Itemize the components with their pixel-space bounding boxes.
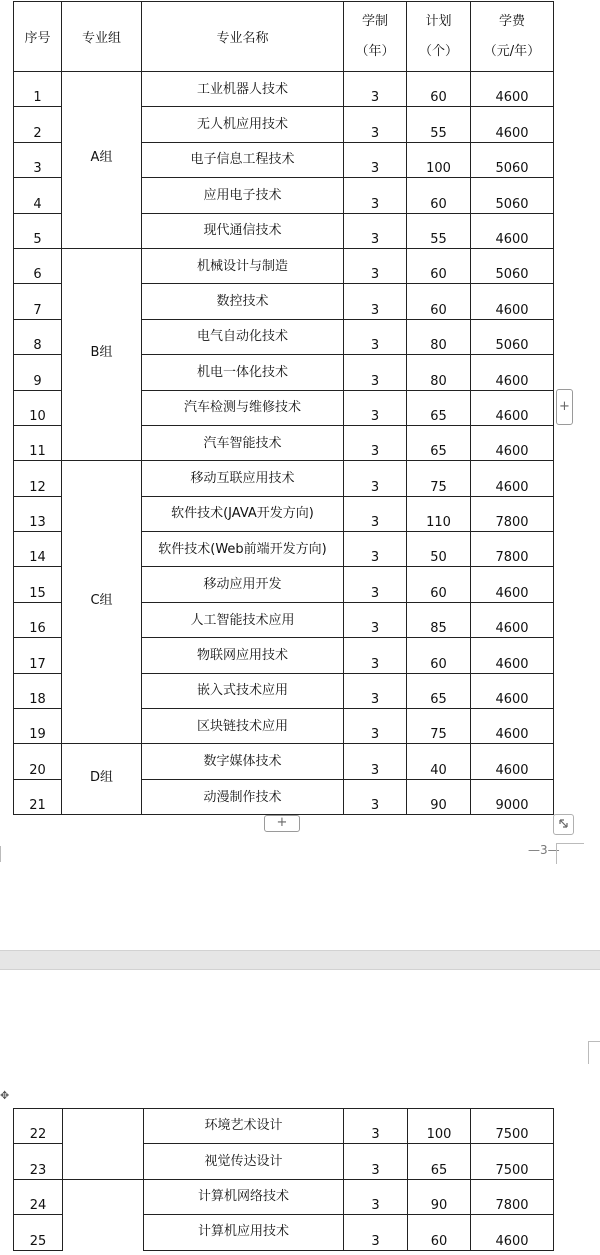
header-major: 专业名称 <box>142 2 344 72</box>
major-name-cell: 机电一体化技术 <box>142 355 344 390</box>
duration-cell: 3 <box>344 142 407 177</box>
page-corner-mark <box>556 843 584 864</box>
fee-cell: 7800 <box>471 496 554 531</box>
duration-cell: 3 <box>344 213 407 248</box>
plan-cell: 75 <box>407 461 471 496</box>
seq-cell: 2 <box>14 107 62 142</box>
seq-cell: 16 <box>14 602 62 637</box>
plan-cell: 110 <box>407 496 471 531</box>
group-cell <box>63 1109 144 1180</box>
header-plan-unit: （个） <box>418 43 458 59</box>
duration-cell: 3 <box>344 355 407 390</box>
fee-cell: 5060 <box>471 178 554 213</box>
fee-cell: 5060 <box>471 319 554 354</box>
plan-cell: 60 <box>408 1215 471 1250</box>
header-duration-label: 学制 <box>361 13 388 29</box>
table-row <box>14 248 554 283</box>
plan-cell: 60 <box>407 638 471 673</box>
table-row <box>14 461 554 496</box>
seq-cell: 24 <box>14 1179 63 1214</box>
major-name-cell: 移动应用开发 <box>142 567 344 602</box>
fee-cell: 4600 <box>471 744 554 779</box>
duration-cell: 3 <box>344 425 407 460</box>
fee-cell: 7500 <box>471 1144 554 1179</box>
seq-cell: 17 <box>14 638 62 673</box>
fee-cell: 4600 <box>471 72 554 107</box>
fee-cell: 5060 <box>471 248 554 283</box>
seq-cell: 9 <box>14 355 62 390</box>
add-column-button[interactable]: + <box>556 389 573 425</box>
plan-cell: 60 <box>407 178 471 213</box>
major-name-cell: 电气自动化技术 <box>142 319 344 354</box>
fee-cell: 4600 <box>471 1215 554 1250</box>
fee-cell: 4600 <box>471 355 554 390</box>
plan-cell: 55 <box>407 107 471 142</box>
duration-cell: 3 <box>344 461 407 496</box>
duration-cell: 3 <box>344 178 407 213</box>
seq-cell: 3 <box>14 142 62 177</box>
plan-cell: 50 <box>407 532 471 567</box>
fee-cell: 4600 <box>471 461 554 496</box>
major-name-cell: 电子信息工程技术 <box>142 142 344 177</box>
fee-cell: 4600 <box>471 673 554 708</box>
plan-cell: 65 <box>408 1144 471 1179</box>
plan-cell: 40 <box>407 744 471 779</box>
page-number: —3— <box>528 843 560 857</box>
resize-icon <box>554 815 573 834</box>
duration-cell: 3 <box>344 673 407 708</box>
fee-cell: 4600 <box>471 602 554 637</box>
duration-cell: 3 <box>344 319 407 354</box>
major-name-cell: 应用电子技术 <box>142 178 344 213</box>
seq-cell: 8 <box>14 319 62 354</box>
table-move-icon[interactable]: ✥ <box>0 1089 10 1102</box>
duration-cell: 3 <box>344 248 407 283</box>
seq-cell: 6 <box>14 248 62 283</box>
major-name-cell: 机械设计与制造 <box>142 248 344 283</box>
fee-cell: 4600 <box>471 709 554 744</box>
fee-cell: 7800 <box>471 1179 554 1214</box>
major-name-cell: 人工智能技术应用 <box>142 602 344 637</box>
table-row <box>14 744 554 779</box>
duration-cell: 3 <box>344 709 407 744</box>
header-fee-unit: （元/年） <box>483 43 541 59</box>
major-name-cell: 视觉传达设计 <box>144 1144 344 1179</box>
major-name-cell: 数字媒体技术 <box>142 744 344 779</box>
seq-cell: 19 <box>14 709 62 744</box>
duration-cell: 3 <box>344 1144 408 1179</box>
duration-cell: 3 <box>344 1179 408 1214</box>
major-name-cell: 物联网应用技术 <box>142 638 344 673</box>
seq-cell: 14 <box>14 532 62 567</box>
major-name-cell: 环境艺术设计 <box>144 1109 344 1144</box>
table-resize-handle[interactable] <box>553 814 574 835</box>
plan-cell: 60 <box>407 567 471 602</box>
table-row <box>14 1109 554 1144</box>
major-name-cell: 动漫制作技术 <box>142 779 344 814</box>
plan-cell: 90 <box>407 779 471 814</box>
header-duration <box>344 2 407 72</box>
header-fee-label: 学费 <box>498 13 525 29</box>
seq-cell: 11 <box>14 425 62 460</box>
table-body-continued <box>14 1109 554 1251</box>
plan-cell: 65 <box>407 673 471 708</box>
duration-cell: 3 <box>344 779 407 814</box>
duration-cell: 3 <box>344 72 407 107</box>
major-name-cell: 无人机应用技术 <box>142 107 344 142</box>
plan-cell: 85 <box>407 602 471 637</box>
table-row <box>14 72 554 107</box>
fee-cell: 4600 <box>471 107 554 142</box>
page-corner-mark-next <box>588 1041 600 1064</box>
header-fee <box>471 2 554 72</box>
fee-cell: 4600 <box>471 284 554 319</box>
plan-cell: 80 <box>407 319 471 354</box>
seq-cell: 13 <box>14 496 62 531</box>
seq-cell: 15 <box>14 567 62 602</box>
major-name-cell: 工业机器人技术 <box>142 72 344 107</box>
enrollment-table-continued <box>13 1108 554 1251</box>
plan-cell: 90 <box>408 1179 471 1214</box>
margin-mark-left <box>0 846 1 862</box>
seq-cell: 7 <box>14 284 62 319</box>
header-duration-unit: （年） <box>355 43 395 59</box>
table-row <box>14 1179 554 1214</box>
major-name-cell: 计算机网络技术 <box>144 1179 344 1214</box>
fee-cell: 4600 <box>471 213 554 248</box>
plan-cell: 60 <box>407 72 471 107</box>
duration-cell: 3 <box>344 602 407 637</box>
major-name-cell: 数控技术 <box>142 284 344 319</box>
plan-cell: 75 <box>407 709 471 744</box>
enrollment-table <box>13 1 554 815</box>
duration-cell: 3 <box>344 638 407 673</box>
plan-cell: 65 <box>407 390 471 425</box>
duration-cell: 3 <box>344 284 407 319</box>
header-seq: 序号 <box>14 2 62 72</box>
plan-cell: 55 <box>407 213 471 248</box>
group-cell <box>63 1179 144 1250</box>
duration-cell: 3 <box>344 496 407 531</box>
seq-cell: 10 <box>14 390 62 425</box>
plan-cell: 60 <box>407 284 471 319</box>
group-cell: D组 <box>62 744 142 815</box>
seq-cell: 22 <box>14 1109 63 1144</box>
major-name-cell: 软件技术(Web前端开发方向) <box>142 532 344 567</box>
seq-cell: 20 <box>14 744 62 779</box>
seq-cell: 5 <box>14 213 62 248</box>
header-plan-label: 计划 <box>425 13 452 29</box>
seq-cell: 18 <box>14 673 62 708</box>
header-row <box>14 2 554 72</box>
duration-cell: 3 <box>344 1215 408 1250</box>
group-cell: A组 <box>62 72 142 249</box>
plan-cell: 100 <box>408 1109 471 1144</box>
major-name-cell: 嵌入式技术应用 <box>142 673 344 708</box>
plan-cell: 80 <box>407 355 471 390</box>
seq-cell: 4 <box>14 178 62 213</box>
duration-cell: 3 <box>344 1109 408 1144</box>
duration-cell: 3 <box>344 532 407 567</box>
duration-cell: 3 <box>344 744 407 779</box>
plan-cell: 65 <box>407 425 471 460</box>
fee-cell: 9000 <box>471 779 554 814</box>
fee-cell: 7500 <box>471 1109 554 1144</box>
duration-cell: 3 <box>344 107 407 142</box>
header-group: 专业组 <box>62 2 142 72</box>
fee-cell: 4600 <box>471 425 554 460</box>
major-name-cell: 现代通信技术 <box>142 213 344 248</box>
major-name-cell: 区块链技术应用 <box>142 709 344 744</box>
plan-cell: 60 <box>407 248 471 283</box>
duration-cell: 3 <box>344 567 407 602</box>
fee-cell: 4600 <box>471 390 554 425</box>
table-body <box>14 72 554 815</box>
fee-cell: 5060 <box>471 142 554 177</box>
group-cell: B组 <box>62 248 142 460</box>
seq-cell: 25 <box>14 1215 63 1250</box>
major-name-cell: 软件技术(JAVA开发方向) <box>142 496 344 531</box>
major-name-cell: 计算机应用技术 <box>144 1215 344 1250</box>
fee-cell: 4600 <box>471 638 554 673</box>
fee-cell: 7800 <box>471 532 554 567</box>
major-name-cell: 汽车智能技术 <box>142 425 344 460</box>
seq-cell: 1 <box>14 72 62 107</box>
major-name-cell: 汽车检测与维修技术 <box>142 390 344 425</box>
seq-cell: 23 <box>14 1144 63 1179</box>
duration-cell: 3 <box>344 390 407 425</box>
add-row-button[interactable]: + <box>264 815 300 832</box>
header-plan <box>407 2 471 72</box>
fee-cell: 4600 <box>471 567 554 602</box>
group-cell: C组 <box>62 461 142 744</box>
page-separator <box>0 950 600 970</box>
major-name-cell: 移动互联应用技术 <box>142 461 344 496</box>
plan-cell: 100 <box>407 142 471 177</box>
seq-cell: 21 <box>14 779 62 814</box>
seq-cell: 12 <box>14 461 62 496</box>
